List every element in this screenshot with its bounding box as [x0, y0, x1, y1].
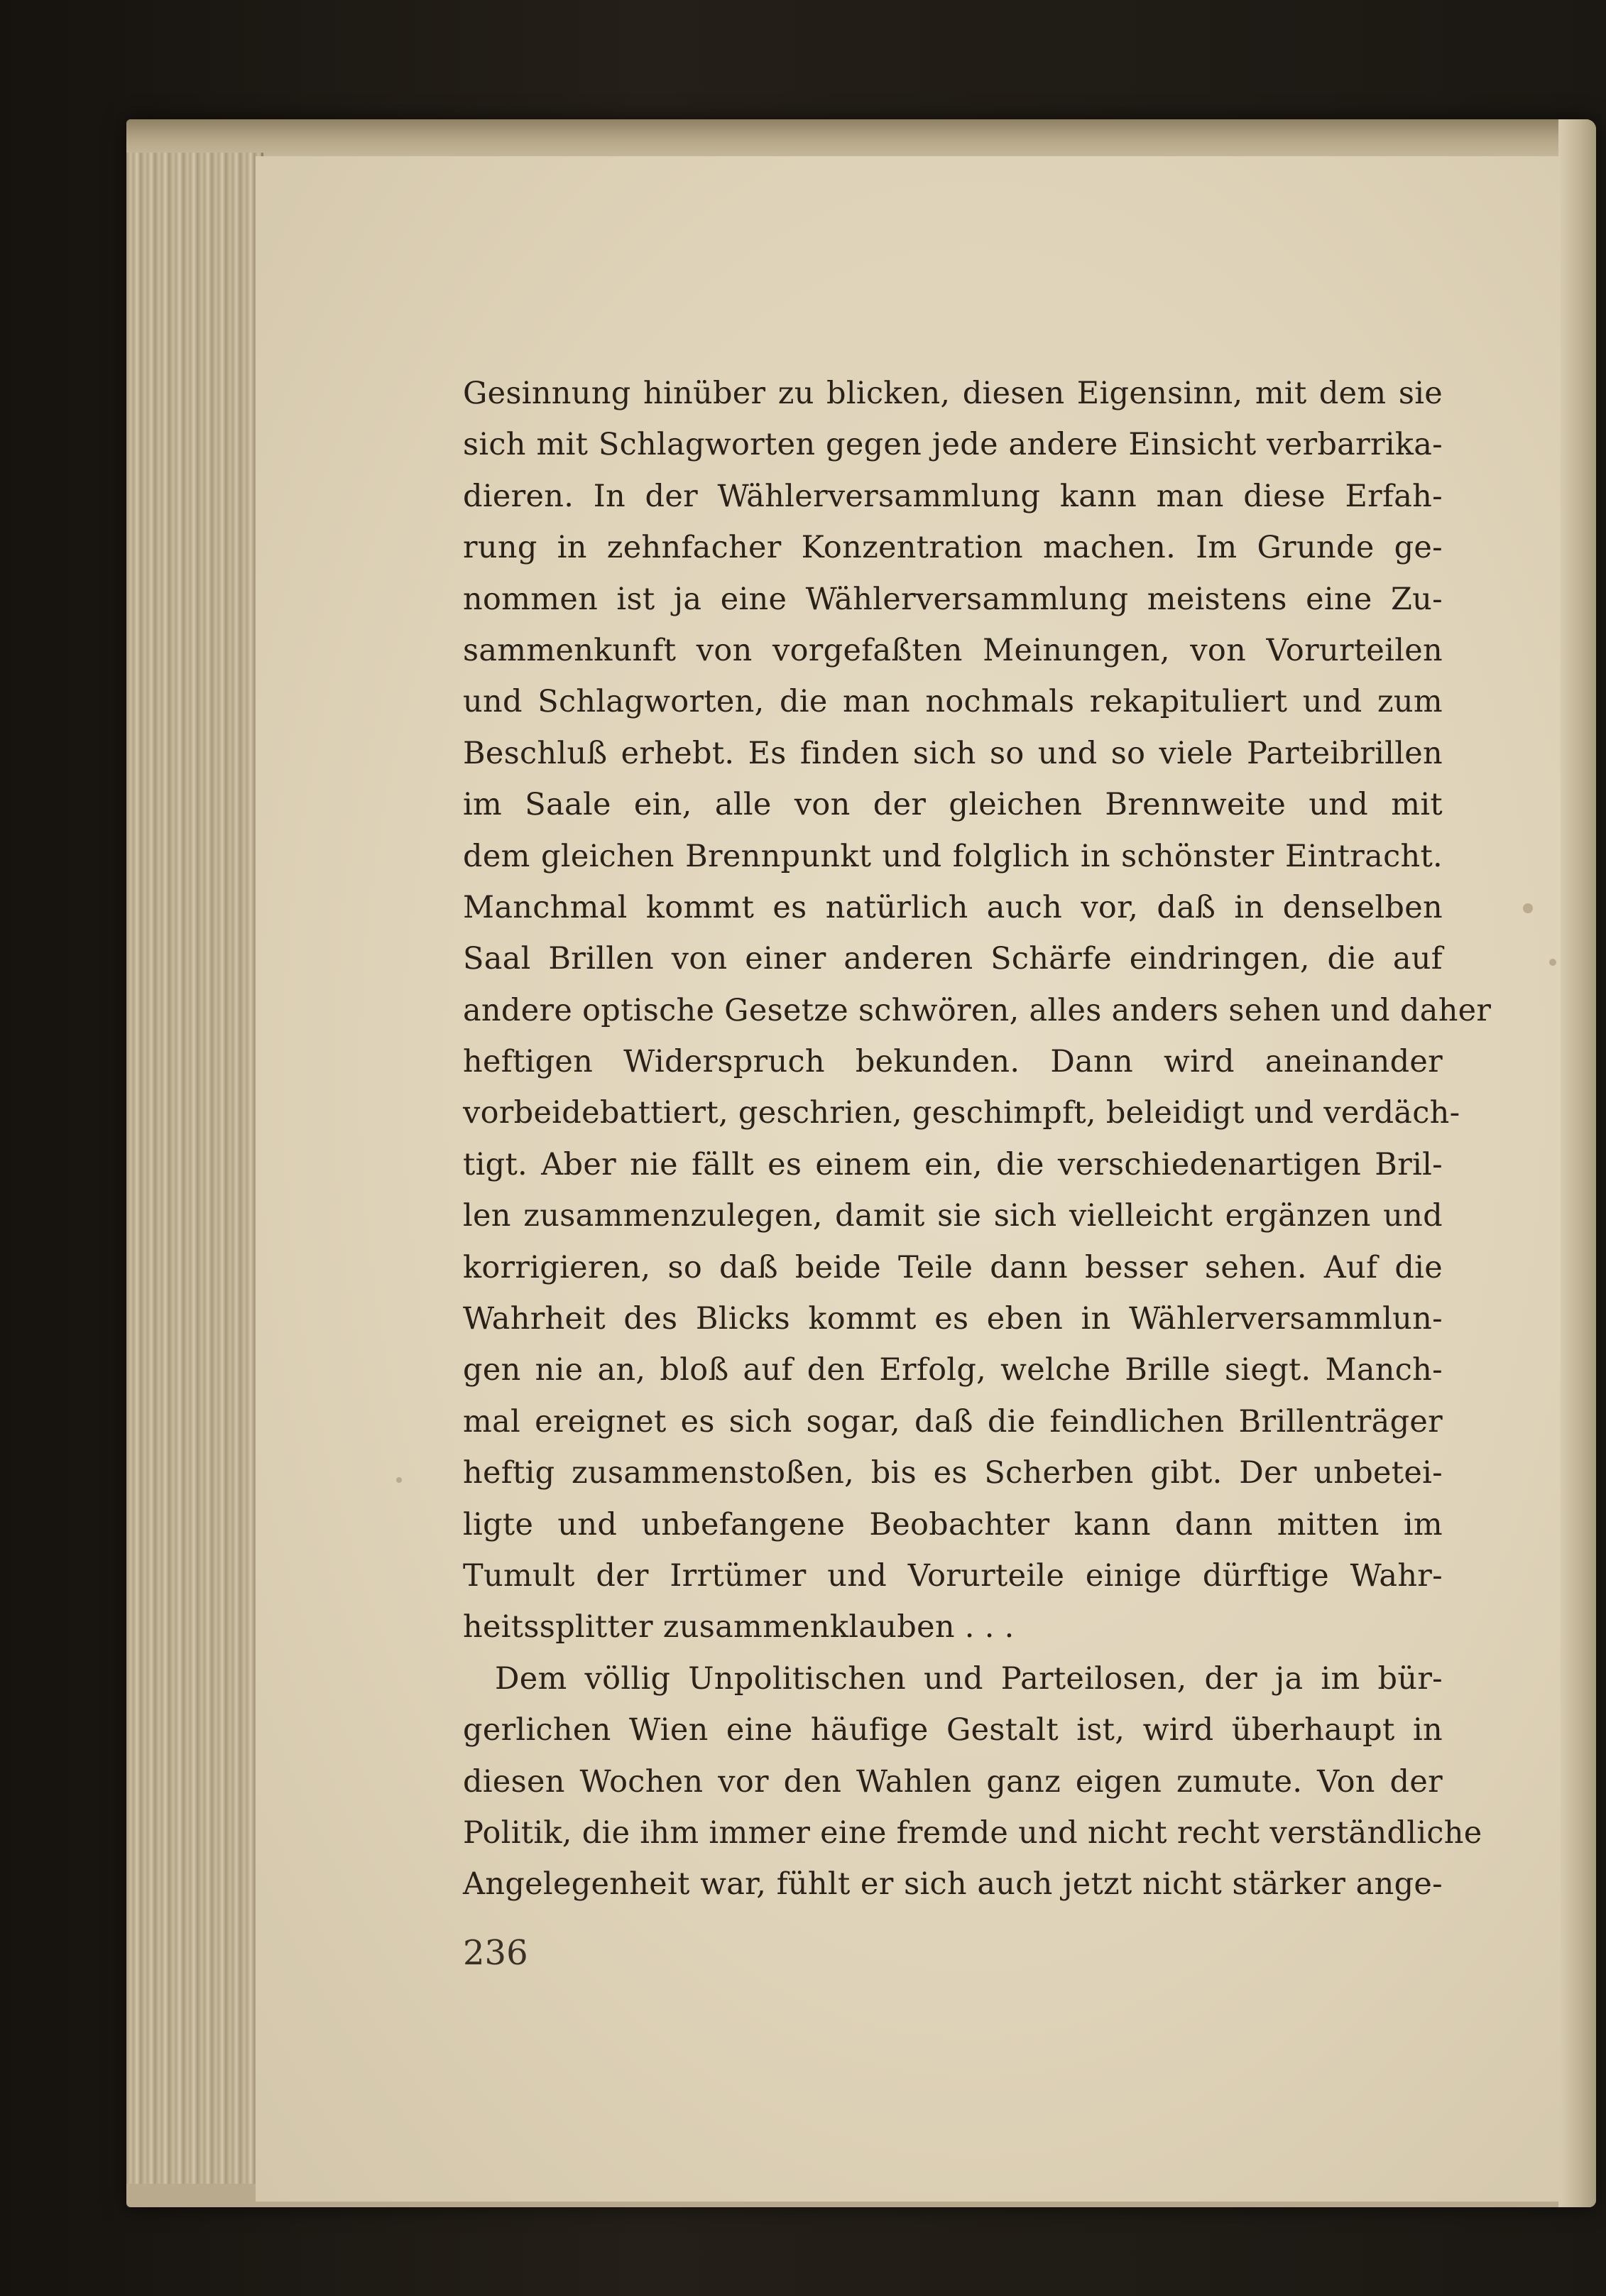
text-line: nommen ist ja eine Wählerversammlung meistens eine Zu- — [463, 581, 1443, 617]
text-line: Politik, die ihm immer eine fremde und nicht recht verständliche — [463, 1815, 1482, 1851]
text-line: tigt. Aber nie fällt es einem ein, die verschiedenartigen Bril- — [463, 1146, 1443, 1182]
text-line: heftigen Widerspruch bekunden. Dann wird aneinander — [463, 1044, 1443, 1080]
text-line: gen nie an, bloß auf den Erfolg, welche Brille siegt. Manch- — [463, 1352, 1443, 1388]
text-line: Saal Brillen von einer anderen Schärfe eindringen, die auf — [463, 941, 1443, 977]
paper-spot — [396, 1477, 402, 1483]
paper-spot — [1523, 903, 1533, 913]
text-line: Beschluß erhebt. Es finden sich so und so viele Parteibrillen — [463, 735, 1443, 771]
text-line: und Schlagworten, die man nochmals rekapituliert und zum — [463, 684, 1443, 720]
page-edges-left — [126, 153, 263, 2184]
text-line: Gesinnung hinüber zu blicken, diesen Eigensinn, mit dem sie — [463, 376, 1443, 411]
text-line: sich mit Schlagworten gegen jede andere Einsicht verbarrika- — [463, 427, 1443, 463]
text-line: rung in zehnfacher Konzentration machen. Im Grunde ge- — [463, 530, 1443, 566]
text-line: korrigieren, so daß beide Teile dann besser sehen. Auf die — [463, 1249, 1443, 1285]
paragraph-start-line: Dem völlig Unpolitischen und Parteilosen, der ja im bür- — [495, 1660, 1443, 1697]
text-line: Manchmal kommt es natürlich auch vor, daß in denselben — [463, 889, 1443, 925]
book-top-edge — [126, 119, 1596, 156]
text-line: Angelegenheit war, fühlt er sich auch jetzt nicht stärker ange- — [463, 1866, 1443, 1903]
text-line: ligte und unbefangene Beobachter kann dann mitten im — [463, 1506, 1443, 1543]
text-line: dieren. In der Wählerversammlung kann man diese Erfah- — [463, 478, 1443, 514]
text-line: sammenkunft von vorgefaßten Meinungen, von Vorurteilen — [463, 632, 1443, 668]
text-line: mal ereignet es sich sogar, daß die feindlichen Brillenträger — [463, 1403, 1443, 1440]
text-line: andere optische Gesetze schwören, alles anders sehen und daher — [463, 992, 1492, 1028]
page-number: 236 — [463, 1933, 528, 1973]
text-line: vorbeidebattiert, geschrien, geschimpft, beleidigt und verdäch- — [463, 1095, 1460, 1131]
text-line: dem gleichen Brennpunkt und folglich in schönster Eintracht. — [463, 838, 1443, 874]
text-line: gerlichen Wien eine häufige Gestalt ist, wird überhaupt in — [463, 1712, 1443, 1748]
book-right-edge — [1558, 119, 1596, 2207]
paper-spot — [1549, 959, 1556, 966]
text-line: Tumult der Irrtümer und Vorurteile einige dürftige Wahr- — [463, 1557, 1443, 1594]
text-line: len zusammenzulegen, damit sie sich vielleicht ergänzen und — [463, 1198, 1443, 1234]
text-line: Wahrheit des Blicks kommt es eben in Wählerversammlun- — [463, 1301, 1443, 1337]
text-line: heitssplitter zusammenklauben . . . — [463, 1609, 1015, 1645]
text-line: im Saale ein, alle von der gleichen Brennweite und mit — [463, 787, 1443, 823]
text-line: heftig zusammenstoßen, bis es Scherben gibt. Der unbetei- — [463, 1455, 1443, 1491]
body-text — [463, 368, 1492, 1910]
text-line: diesen Wochen vor den Wahlen ganz eigen zumute. Von der — [463, 1763, 1443, 1800]
